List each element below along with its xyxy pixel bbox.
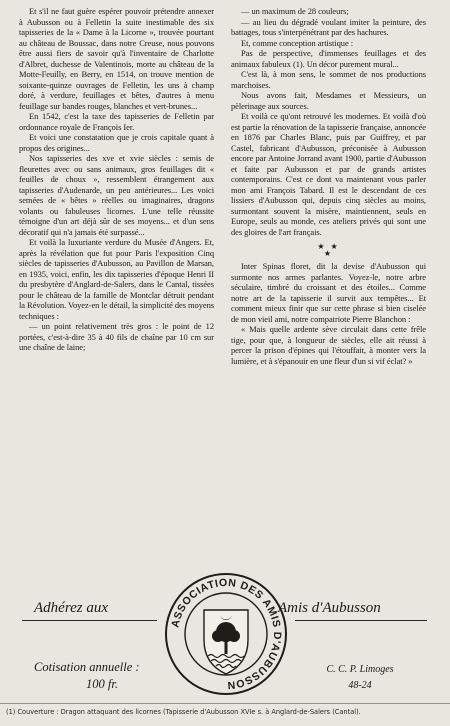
paragraph: Nos tapisseries des xve et xvie siècles : semis de fleurettes avec ou sans animaux, gros feuillages dit « feuilles de choux », ressemblent étrangement aux tapisseries d'Audenarde, un peu antérieures... Les voici semées de « bêtes » réelles ou imaginaires, dragons volants ou fabuleuses licornes. L'une telle réussite témoigne d'un art déjà sûr de ses moyens... et d'un sens décoratif qui n'a jamais été surpassé... [19, 153, 214, 237]
paragraph: C'est là, à mon sens, le sommet de nos productions marchoises. [231, 69, 426, 90]
paragraph: Pas de perspective, d'immenses feuillages et des animaux fabuleux (1). Un décor purement mural... [231, 48, 426, 69]
paragraph: Inter Spinas floret, dit la devise d'Aubusson qui surmonte nos armes parlantes. Voyez-le, notre arbre séculaire, timbré du croissant et des étoiles... Comme notre art de la tapisserie il survit aux tempêtes... Et comment mieux finir que sur cette phrase si bien ciselée de mon vieil ami, notre compatriote Pierre Blanchon : [231, 261, 426, 324]
cotisation-label: Cotisation annuelle : [34, 660, 140, 674]
paragraph: Et s'il ne faut guère espérer pouvoir prétendre annexer à Aubusson ou à Felletin la suite inestimable des six tapisseries de la « Dame à la Licorne », trouvée pourtant au château de Boussac, dans notre Creuse, nous pouvons être aussi fiers de savoir qu'à l'inventaire de Charlotte d'Albret, duchesse de Valentinois, morte au château de la Motte-Feuilly, en Berry, en 1514, on trouve mention de soixante-quinze ouvrages de Felletin, les uns à champ doré, à verdure, feuillages et bêtes, d'autres à menu feuillage sur bandes rouges, blanches et vert-brunes... [19, 6, 214, 111]
cta-adherez: Adhérez aux [34, 600, 109, 616]
paragraph: Et, comme conception artistique : [241, 37, 353, 48]
paragraph: Nous avons fait, Mesdames et Messieurs, un pèlerinage aux sources. [231, 90, 426, 111]
paragraph: — un maximum de 28 couleurs; [241, 6, 349, 16]
paragraph: Et voilà ce qu'ont retrouvé les modernes. Et voilà d'où est partie la rénovation de la tapisserie française, annoncée en 1876 par Charles Blanc, puis par Guiffrey, et par Castel, fabricant d'Aubusson, préconisée à Aubusson encore par Antoine Jorrand avant 1900, partie d'Aubusson et faite par Aubusson et par de grands artistes contemporains. C'est ce dont va maintenant vous parler mon ami François Tabard. Il est le descendant de ces lissiers d'Aubusson qui, depuis cinq siècles au moins, surmontant souvent la misère, maintiennent, seuls en Europe, seuls au monde, ces ateliers privés qui sont une des gloires de l'art français. [231, 111, 426, 237]
association-seal-icon [162, 570, 290, 698]
paragraph: Et voilà la luxuriante verdure du Musée d'Angers. Et, après la révélation que fut pour Paris l'exposition Cinq siècles de tapisseries d'Aubusson, au Pavillon de Marsan, en 1935, voici, enfin, les dix tapisseries d'époque Henri II du presbytère d'Anglard-de-Salers, dans le Cantal, tissées pour le château de la famille de Montclar détruit pendant la Révolution. Voyez-en le détail, la simplicité des moyens techniques : [19, 237, 214, 321]
footnote: (1) Couverture : Dragon attaquant des licornes (Tapisserie d'Aubusson XVIe s. à Anglard-de-Salers (Cantal). [6, 708, 361, 716]
left-column [19, 6, 214, 353]
paragraph: « Mais quelle ardente sève circulait dans cette frêle tige, pour que, à longueur de siècles, elle ait réussi à percer la prison d'épines qui l'étouffait, à monter vers la lumière, et à s'épanouir en une fleur d'un si vif éclat? » [231, 324, 426, 366]
cta-amis-aubusson: Amis d'Aubusson [278, 600, 381, 616]
cotisation-price: 100 fr. [86, 677, 118, 691]
paragraph: — un point relativement très gros : le point de 12 portées, c'est-à-dire 35 à 40 fils de chaîne par 10 cm sur une chaîne de laine; [19, 321, 214, 352]
seal-ring-text: ASSOCIATION DES AMIS D'AUBUSSON [169, 576, 284, 692]
paragraph: Et voici une constatation que je crois capitale quant à propos des origines... [19, 132, 214, 153]
cotisation-block [34, 659, 174, 693]
ccp-number: 48-24 [348, 680, 372, 691]
ccp-account: C. C. P. Limoges [326, 664, 394, 675]
divider-line [295, 620, 427, 621]
divider-line [22, 620, 157, 621]
ccp-block [305, 662, 415, 694]
footnote-divider [0, 703, 450, 704]
paragraph: — au lieu du dégradé voulant imiter la peinture, des battages, tous s'interpénétrant par des hachures. [231, 16, 426, 37]
right-column [231, 6, 426, 366]
paragraph: En 1542, c'est la taxe des tapisseries de Felletin par ordonnance royale de François Ier. [19, 111, 214, 132]
section-stars: ★ ★ ★ [317, 242, 340, 258]
